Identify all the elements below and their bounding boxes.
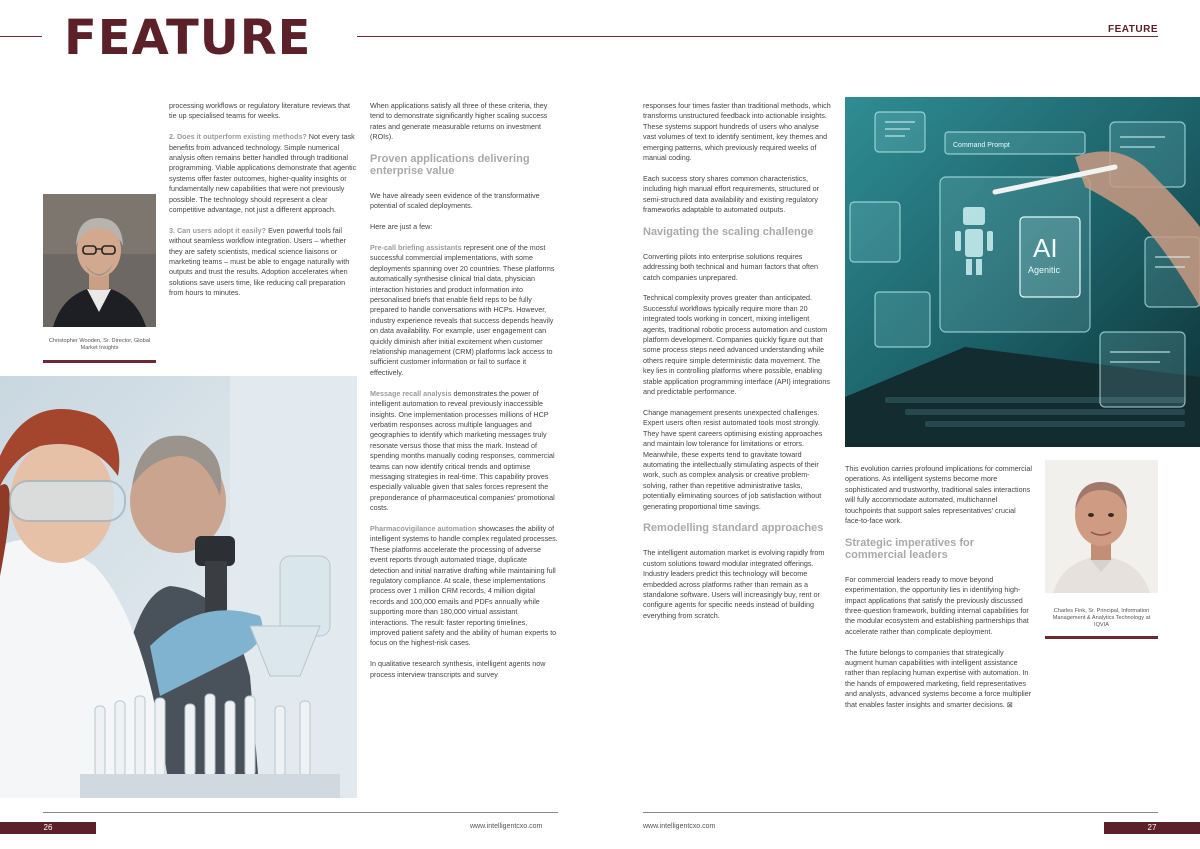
page-number-left: 26 bbox=[0, 822, 96, 834]
caption-rule-right bbox=[1045, 636, 1158, 639]
footer-rule-right bbox=[643, 812, 1158, 813]
pharmacovigilance-text: showcases the ability of intelligent systems to handle complex regulated processes. These platforms accelerate the processing of adverse event reports through automated triage, duplicate detection and initial narrative drafting while maintaining full regulatory compliance. At scale, these implementations process over 1 million CRM records, 4 million digital records and 100,000 emails and PDFs annually while supporting more than 180,000 virtual assistant interactions. The result: faster reporting timelines, improved patient safety and the ability of human experts to focus on the highest-risk cases. bbox=[370, 523, 558, 648]
question-3-text: Even powerful tools fail without seamless workflow integration. Users – whether they are safety scientists, medical science liaisons or marketing teams – must be able to engage naturally with outputs and trust the results. Adoption accelerates when solutions save users time, like reducing call preparation from hours to minutes. bbox=[169, 225, 350, 298]
pre-call-lead: Pre-call briefing assistants bbox=[370, 243, 462, 253]
col1-question-2 bbox=[169, 132, 357, 215]
question-2-lead: 2. Does it outperform existing methods? bbox=[169, 132, 307, 142]
col2-intro: When applications satisfy all three of these criteria, they tend to demonstrate significantly higher scaling success rates and generate measurable returns on investment (ROIs). bbox=[370, 101, 548, 142]
caption-rule-left bbox=[43, 360, 156, 363]
col3-paragraph-4: Technical complexity proves greater than anticipated. Successful workflows typically require more than 20 integrated tools working in concert, mixing intelligent agents, traditional robotic process automation and custom platform development. Companies quickly figure out that some process steps need advanced understanding while others require simple deterministic data movement. The key lies in controlling platforms where possible, enabling stable application programming interface (API) integrations and predictable performance. bbox=[643, 293, 830, 397]
col3-paragraph-6: The intelligent automation market is evolving rapidly from custom solutions toward modular integrated offerings. Industry leaders predict this technology will become embedded across platforms rather than remain as a standalone software. Users will increasingly buy, rent or configure agents for specific needs instead of building everything from scratch. bbox=[643, 548, 825, 620]
column-2 bbox=[370, 101, 558, 690]
col2-pre-call bbox=[370, 243, 558, 378]
col2-pharmacovigilance bbox=[370, 524, 558, 649]
col2-message-recall bbox=[370, 389, 558, 514]
col3-paragraph-5: Change management presents unexpected challenges. Expert users often resist automated tools most strongly. They have spent careers optimising existing approaches and maintain low tolerance for limitations or errors. Meanwhile, these experts tend to gravitate toward automating the intellectually stimulating aspects of their work, such as complex analysis or creative problem-solving, rather than repetitive administrative tasks, potentially eliminating sources of job satisfaction without generating proportional time savings. bbox=[643, 407, 823, 511]
col4-paragraph-3 bbox=[845, 648, 1033, 710]
column-4 bbox=[845, 464, 1033, 720]
col3-paragraph-3: Converting pilots into enterprise solutions requires addressing both technical and human factors that often catch companies unprepared. bbox=[643, 251, 819, 282]
footer-url-left[interactable]: www.intelligentcxo.com bbox=[470, 823, 543, 830]
footer-rule-left bbox=[43, 812, 558, 813]
header-rule-left bbox=[0, 36, 42, 37]
portrait-christopher-wooden bbox=[43, 194, 156, 327]
heading-strategic-imperatives: Strategic imperatives for commercial leaders bbox=[845, 536, 974, 561]
portrait-caption-right: Charles Fink, Sr. Principal, Information Management & Analytics Technology at IQVIA bbox=[1052, 608, 1151, 629]
col1-paragraph: processing workflows or regulatory literature reviews that tie up specialised teams for weeks. bbox=[169, 101, 350, 121]
col4-paragraph-2: For commercial leaders ready to move beyond experimentation, the opportunity lies in identifying high-impact applications that satisfy the previously discussed three-question framework, building internal capabilities for the modular ecosystem and establishing partnerships that accelerate rather than complicate deployment. bbox=[845, 574, 1029, 636]
ai-command-prompt-text: Command Prompt bbox=[953, 142, 1010, 149]
heading-remodelling: Remodelling standard approaches bbox=[643, 522, 824, 535]
col4-paragraph-1: This evolution carries profound implications for commercial operations. As intelligent systems become more sophisticated and trustworthy, traditional sales interactions will fully accommodate automated, multichannel touchpoints that support sales representatives' crucial face-to-face work. bbox=[845, 464, 1032, 526]
portrait-charles-fink bbox=[1045, 460, 1158, 593]
message-recall-text: demonstrates the power of intelligent automation to reveal previously inaccessible insights. One implementation processes millions of HCP verbatim responses across multiple languages and geographies to identify which marketing messages truly resonate versus those that miss the mark. Instead of spending months manually coding responses, commercial teams can now identify critical trends and optimise messaging strategies in real-time. This capability proves especially valuable given that sales forces represent the preponderance of pharmaceutical companies' promotional costs. bbox=[370, 388, 555, 513]
col2-paragraph-2: We have already seen evidence of the transformative potential of scaled deployments. bbox=[370, 191, 540, 211]
col3-paragraph-2: Each success story shares common characteristics, including high manual effort requirements, structured or semi-structured data availability and existing regulatory frameworks adaptable to automated outputs. bbox=[643, 173, 820, 215]
section-title: FEATURE bbox=[64, 10, 312, 66]
col4-paragraph-3-text: The future belongs to companies that strategically augment human capabilities with intelligent assistance rather than replacing human expertise with automation. In the hands of empowered marketing, field representatives and analysts, advanced systems become a force multiplier that enables faster insights and smarter decisions. bbox=[845, 647, 1032, 709]
heading-navigating: Navigating the scaling challenge bbox=[643, 225, 814, 238]
column-3 bbox=[643, 101, 831, 632]
header-rule-right bbox=[357, 36, 1158, 37]
ai-agentic-text: Agenitic bbox=[1028, 265, 1061, 275]
col3-paragraph-1: responses four times faster than traditional methods, which transforms unstructured feedback into actionable insights. These systems support hundreds of users who analyse vast volumes of text to identify sentiment, key themes and emerging patterns, which previously required weeks of manual coding. bbox=[643, 101, 831, 163]
ai-big-text: AI bbox=[1033, 233, 1058, 263]
col1-question-3 bbox=[169, 226, 357, 299]
col2-qualitative: In qualitative research synthesis, intelligent agents now process interview transcripts and survey bbox=[370, 659, 546, 679]
footer-url-right[interactable]: www.intelligentcxo.com bbox=[643, 823, 716, 830]
heading-proven-applications: Proven applications delivering enterprise value bbox=[370, 153, 530, 178]
message-recall-lead: Message recall analysis bbox=[370, 388, 452, 398]
lab-scientists-image bbox=[0, 376, 357, 798]
section-label: FEATURE bbox=[1108, 24, 1158, 35]
pharmacovigilance-lead: Pharmacovigilance automation bbox=[370, 523, 477, 533]
end-mark-icon: ⊠ bbox=[1006, 699, 1013, 709]
page-number-right: 27 bbox=[1104, 822, 1200, 834]
col2-paragraph-3: Here are just a few: bbox=[370, 222, 433, 232]
portrait-caption-left: Christopher Wooden, Sr. Director, Global Market Insights bbox=[48, 338, 151, 352]
ai-interface-image bbox=[845, 97, 1200, 447]
question-2-text: Not every task benefits from advanced technology. Simple numerical analysis often remains better handled through traditional programming. Viable applications demonstrate that agentic systems offer faster outcomes, higher-quality insights or fundamentally new capabilities that were not previously possible. The technology should represent a clear competitive advantage, not just a different approach. bbox=[169, 132, 357, 215]
pre-call-text: represent one of the most successful commercial implementations, with some deployments spanning over 20 countries. These platforms automatically synthesise clinical trial data, physician interaction histories and product information into personalised briefs that enable field reps to be fully prepared to handle conversations with HCPs. However, industry experience reveals that success depends heavily on data availability. For example, user engagement can quickly diminish after initial excitement when customer relationship management (CRM) platforms lack access to sufficient customer information or fail to surface it effectively. bbox=[370, 243, 555, 377]
column-1 bbox=[169, 101, 357, 309]
question-3-lead: 3. Can users adopt it easily? bbox=[169, 225, 267, 235]
